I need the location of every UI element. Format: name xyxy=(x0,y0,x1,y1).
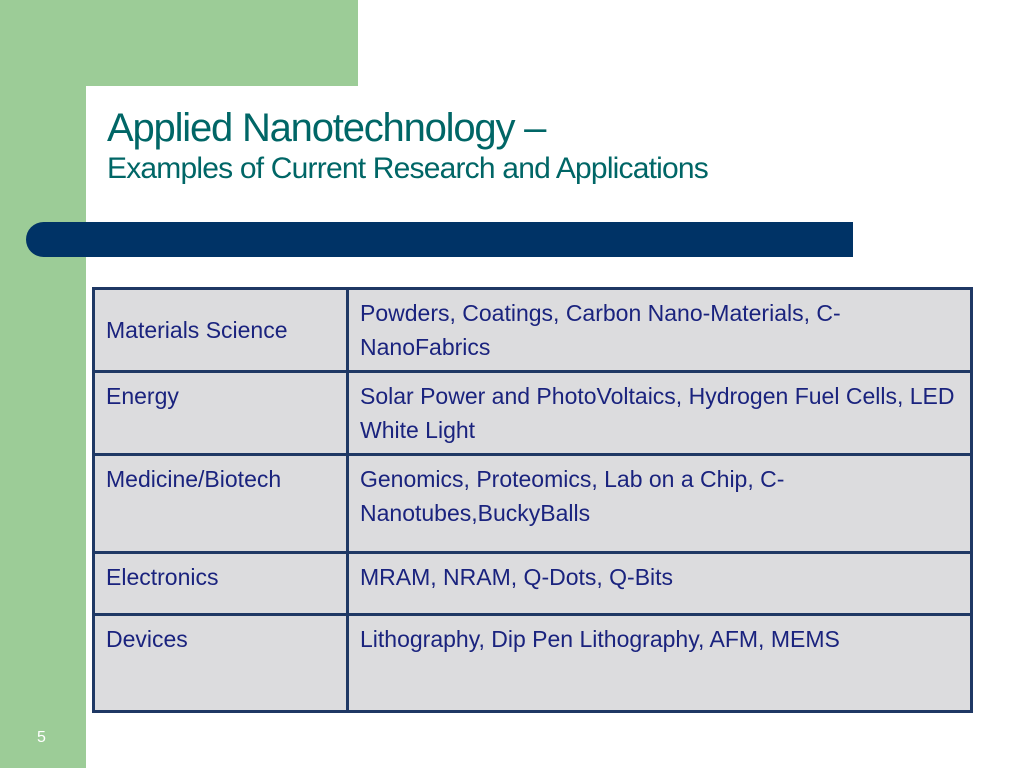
field-cell: Devices xyxy=(94,615,348,712)
slide-title xyxy=(107,104,987,152)
left-green-band xyxy=(0,0,86,768)
top-green-band xyxy=(0,0,358,86)
field-cell: Energy xyxy=(94,372,348,455)
field-cell: Materials Science xyxy=(94,289,348,372)
table-row xyxy=(94,289,972,372)
examples-cell: Solar Power and PhotoVoltaics, Hydrogen Fuel Cells, LED White Light xyxy=(348,372,972,455)
examples-cell: Lithography, Dip Pen Lithography, AFM, MEMS xyxy=(348,615,972,712)
slide-title-main: Applied Nanotechnology xyxy=(107,106,515,150)
table-row xyxy=(94,553,972,615)
field-cell: Medicine/Biotech xyxy=(94,455,348,553)
slide-title-dash: – xyxy=(514,106,546,150)
title-underline-bar xyxy=(26,222,853,257)
page-number: 5 xyxy=(37,729,46,746)
slide-title-block xyxy=(107,104,987,186)
examples-cell: MRAM, NRAM, Q-Dots, Q-Bits xyxy=(348,553,972,615)
examples-cell: Genomics, Proteomics, Lab on a Chip, C-Nanotubes,BuckyBalls xyxy=(348,455,972,553)
table-row xyxy=(94,372,972,455)
field-cell: Electronics xyxy=(94,553,348,615)
slide-subtitle: Examples of Current Research and Applications xyxy=(107,152,709,185)
table-row xyxy=(94,615,972,712)
examples-cell: Powders, Coatings, Carbon Nano-Materials, C-NanoFabrics xyxy=(348,289,972,372)
table-row xyxy=(94,455,972,553)
applications-table xyxy=(92,287,973,713)
